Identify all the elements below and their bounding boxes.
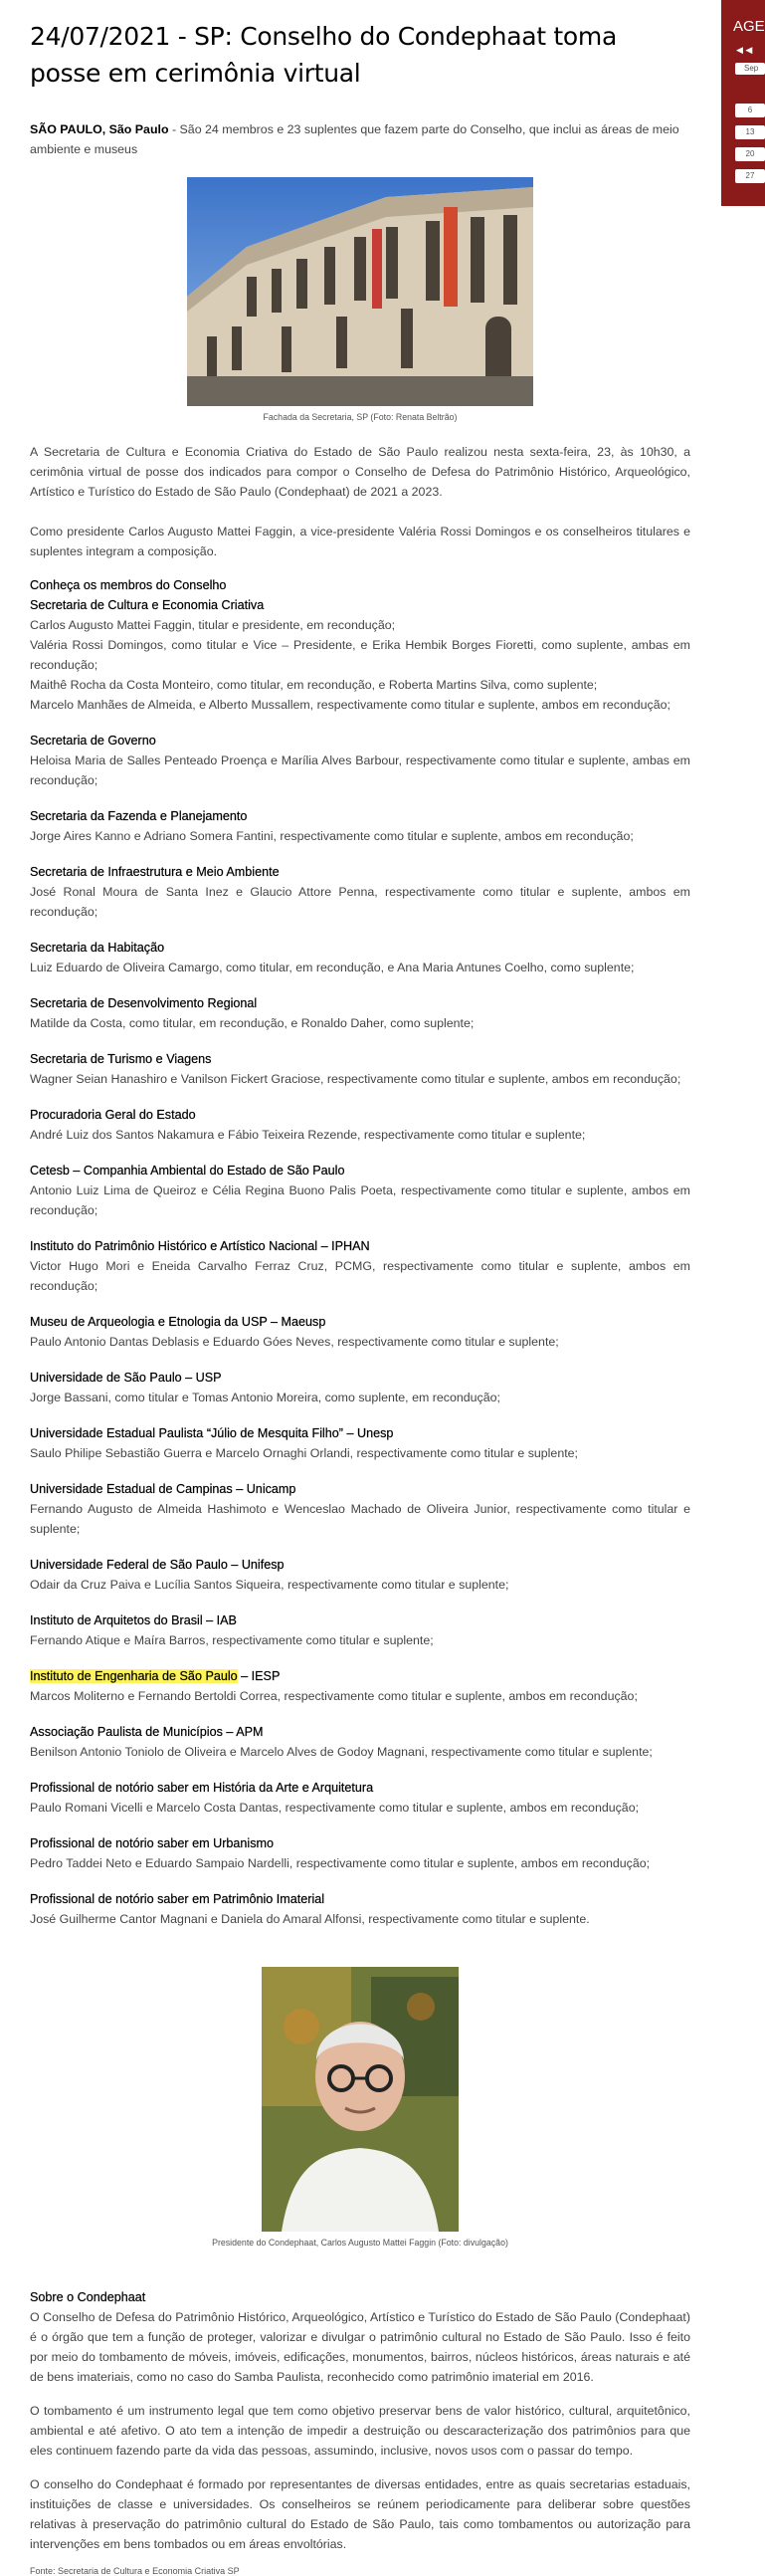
agenda-day[interactable]: 27 (735, 169, 765, 183)
member-entry (30, 1722, 690, 1762)
entry-heading: Instituto de Arquitetos do Brasil – IAB (30, 1613, 237, 1627)
member-line: Matilde da Costa, como titular, em recondução, e Ronaldo Daher, como suplente; (30, 1016, 475, 1030)
entry-heading: Secretaria de Infraestrutura e Meio Ambiente (30, 865, 280, 879)
member-entry (30, 1161, 690, 1220)
entry-heading: Universidade Federal de São Paulo – Unifesp (30, 1558, 285, 1572)
figure-president (30, 1967, 690, 2248)
entry-heading: Profissional de notório saber em Patrimônio Imaterial (30, 1892, 325, 1906)
member-line: Victor Hugo Mori e Eneida Carvalho Ferraz Cruz, PCMG, respectivamente como titular e suplente, ambos em recondução; (30, 1259, 690, 1293)
member-line: Wagner Seian Hanashiro e Vanilson Fickert Graciose, respectivamente como titular e suplente, ambos em recondução; (30, 1072, 681, 1086)
member-line: Benilson Antonio Toniolo de Oliveira e Marcelo Alves de Godoy Magnani, respectivamente como titular e suplente; (30, 1745, 653, 1759)
entry-heading-rest: – IESP (237, 1669, 281, 1683)
about-heading: Sobre o Condephaat (30, 2290, 146, 2304)
source-line: Fonte: Secretaria de Cultura e Economia Criativa SP (30, 2566, 240, 2576)
member-line: Heloisa Maria de Salles Penteado Proença e Marília Alves Barbour, respectivamente como titular e suplente, ambas em recondução; (30, 753, 690, 787)
entry-heading: Universidade de São Paulo – USP (30, 1371, 222, 1385)
page-title: 24/07/2021 - SP: Conselho do Condephaat toma posse em cerimônia virtual (30, 22, 617, 88)
about-paragraph-1: O Conselho de Defesa do Patrimônio Histórico, Arqueológico, Artístico e Turístico do Estado de São Paulo (Condephaat) é o órgão que tem a função de proteger, valorizar e divulgar o patrimônio cultural no Estado de São Paulo. Isso é feito por meio do tombamento de móveis, imóveis, edificações, monumentos, bairros, núcleos históricos, áreas naturais e até de bens imateriais, como no caso do Samba Paulista, reconhecido como patrimônio imaterial em 2016. (30, 2310, 690, 2384)
paragraph-2: Como presidente Carlos Augusto Mattei Faggin, a vice-presidente Valéria Rossi Domingos e os conselheiros titulares e suplentes integram a composição. (30, 525, 690, 558)
lead-location: SÃO PAULO, São Paulo (30, 122, 169, 136)
entry-heading: Secretaria da Habitação (30, 941, 165, 955)
portrait-illustration (262, 1967, 459, 2232)
member-entry (30, 1236, 690, 1296)
member-line: José Ronal Moura de Santa Inez e Glaucio Attore Penna, respectivamente como titular e suplente, ambos em recondução; (30, 885, 690, 919)
figure-caption: Fachada da Secretaria, SP (Foto: Renata Beltrão) (263, 412, 458, 422)
article (30, 0, 690, 2576)
member-line: Fernando Augusto de Almeida Hashimoto e Wenceslao Machado de Oliveira Junior, respectivamente como titular e suplente; (30, 1502, 690, 1536)
entry-heading: Procuradoria Geral do Estado (30, 1108, 196, 1122)
member-entry (30, 1479, 690, 1539)
member-entry (30, 1610, 690, 1650)
member-line: Paulo Romani Vicelli e Marcelo Costa Dantas, respectivamente como titular e suplente, ambos em recondução; (30, 1801, 640, 1815)
member-line: André Luiz dos Santos Nakamura e Fábio Teixeira Rezende, respectivamente como titular e suplente; (30, 1128, 586, 1142)
member-line: Odair da Cruz Paiva e Lucília Santos Siqueira, respectivamente como titular e suplente; (30, 1578, 509, 1592)
member-entry (30, 1312, 690, 1352)
member-entry (30, 993, 690, 1033)
member-entry (30, 595, 690, 715)
member-entry (30, 1423, 690, 1463)
agenda-day[interactable]: 13 (735, 125, 765, 139)
entry-heading: Cetesb – Companhia Ambiental do Estado de São Paulo (30, 1164, 345, 1178)
members-heading: Conheça os membros do Conselho (30, 578, 227, 592)
member-entry (30, 1105, 690, 1145)
lead-text: - São 24 membros e 23 suplentes que fazem parte do Conselho, que inclui as áreas de meio ambiente e museus (30, 122, 679, 156)
building-photo (187, 177, 533, 406)
agenda-sidebar (721, 0, 765, 206)
member-line: Saulo Philipe Sebastião Guerra e Marcelo Ornaghi Orlandi, respectivamente como titular e suplente; (30, 1446, 578, 1460)
building-illustration (187, 177, 533, 406)
month-select[interactable]: Sep (735, 63, 765, 75)
member-line: Valéria Rossi Domingos, como titular e Vice – Presidente, e Erika Hembik Borges Fioretti, como suplente, ambas em recondução; (30, 638, 690, 672)
entry-heading: Profissional de notório saber em História da Arte e Arquitetura (30, 1781, 374, 1795)
member-line: Marcelo Manhães de Almeida, e Alberto Mussallem, respectivamente como titular e suplente, ambos em recondução; (30, 698, 670, 712)
about-section (30, 2287, 690, 2576)
entry-heading: Secretaria de Cultura e Economia Criativa (30, 598, 265, 612)
about-paragraph-2: O tombamento é um instrumento legal que tem como objetivo preservar bens de valor histórico, cultural, arquitetônico, ambiental e até afetivo. O ato tem a intenção de impedir a destruição ou descaracterização dos patrimônios para que eles continuem fazendo parte da vida das pessoas, assumindo, inclusive, novos usos com o passar do tempo. (30, 2404, 690, 2458)
member-line: Pedro Taddei Neto e Eduardo Sampaio Nardelli, respectivamente como titular e suplente, ambos em recondução; (30, 1856, 651, 1870)
member-line: Carlos Augusto Mattei Faggin, titular e presidente, em recondução; (30, 618, 396, 632)
members-section (30, 575, 690, 1929)
entry-heading (30, 1666, 690, 1686)
lead-paragraph (30, 119, 690, 159)
entry-heading: Profissional de notório saber em Urbanismo (30, 1836, 274, 1850)
member-entry (30, 1049, 690, 1089)
entry-heading: Secretaria da Fazenda e Planejamento (30, 809, 248, 823)
member-entry (30, 1368, 690, 1407)
member-entry (30, 1555, 690, 1595)
member-entry (30, 1666, 690, 1706)
agenda-title: AGE (733, 18, 765, 35)
figure-caption: Presidente do Condephaat, Carlos Augusto Mattei Faggin (Foto: divulgação) (212, 2238, 508, 2248)
paragraph-1: A Secretaria de Cultura e Economia Criativa do Estado de São Paulo realizou nesta sexta-feira, 23, às 10h30, a cerimônia virtual de posse dos indicados para compor o Conselho de Defesa do Patrimônio Histórico, Arqueológico, Artístico e Turístico do Estado de São Paulo (Condephaat) de 2021 a 2023. (30, 445, 690, 499)
prev-arrows-icon[interactable]: ◀ ◀ (736, 45, 753, 55)
entry-heading: Instituto do Patrimônio Histórico e Artístico Nacional – IPHAN (30, 1239, 370, 1253)
member-line: Maithê Rocha da Costa Monteiro, como titular, em recondução, e Roberta Martins Silva, como suplente; (30, 678, 598, 692)
member-line: Jorge Bassani, como titular e Tomas Antonio Moreira, como suplente, em recondução; (30, 1391, 500, 1404)
member-line: Paulo Antonio Dantas Deblasis e Eduardo Góes Neves, respectivamente como titular e suplente; (30, 1335, 559, 1349)
entry-heading: Universidade Estadual de Campinas – Unicamp (30, 1482, 296, 1496)
member-entry (30, 731, 690, 790)
member-line: José Guilherme Cantor Magnani e Daniela do Amaral Alfonsi, respectivamente como titular e suplente. (30, 1912, 590, 1926)
entry-heading: Universidade Estadual Paulista “Júlio de Mesquita Filho” – Unesp (30, 1426, 394, 1440)
member-line: Luiz Eduardo de Oliveira Camargo, como titular, em recondução, e Ana Maria Antunes Coelho, como suplente; (30, 961, 635, 974)
member-line: Antonio Luiz Lima de Queiroz e Célia Regina Buono Palis Poeta, respectivamente como titular e suplente, ambos em recondução; (30, 1183, 690, 1217)
about-paragraph-3: O conselho do Condephaat é formado por representantes de diversas entidades, entre as quais secretarias estaduais, instituições de classe e universidades. Os conselheiros se reúnem periodicamente para deliberar sobre questões relativas à preservação do patrimônio cultural do Estado de São Paulo, tais como tombamentos ou autorização para intervenções em bens tombados ou em áreas envoltórias. (30, 2477, 690, 2551)
agenda-day[interactable]: 20 (735, 147, 765, 161)
president-photo (262, 1967, 459, 2232)
member-entry (30, 1833, 690, 1873)
entry-heading: Secretaria de Governo (30, 734, 156, 748)
member-line: Fernando Atique e Maíra Barros, respectivamente como titular e suplente; (30, 1633, 434, 1647)
highlighted-text: Instituto de Engenharia de São Paulo (30, 1669, 238, 1683)
entry-heading: Secretaria de Turismo e Viagens (30, 1052, 212, 1066)
member-line: Jorge Aires Kanno e Adriano Somera Fantini, respectivamente como titular e suplente, ambos em recondução; (30, 829, 634, 843)
member-line: Marcos Moliterno e Fernando Bertoldi Correa, respectivamente como titular e suplente, ambos em recondução; (30, 1689, 638, 1703)
member-entry (30, 1889, 690, 1929)
member-entry (30, 938, 690, 977)
members-list (30, 595, 690, 1929)
entry-heading: Associação Paulista de Municípios – APM (30, 1725, 264, 1739)
member-entry (30, 806, 690, 846)
agenda-day[interactable]: 6 (735, 104, 765, 117)
entry-heading: Secretaria de Desenvolvimento Regional (30, 996, 258, 1010)
member-entry (30, 1778, 690, 1818)
member-entry (30, 862, 690, 922)
figure-building (30, 177, 690, 422)
entry-heading: Museu de Arqueologia e Etnologia da USP – Maeusp (30, 1315, 326, 1329)
